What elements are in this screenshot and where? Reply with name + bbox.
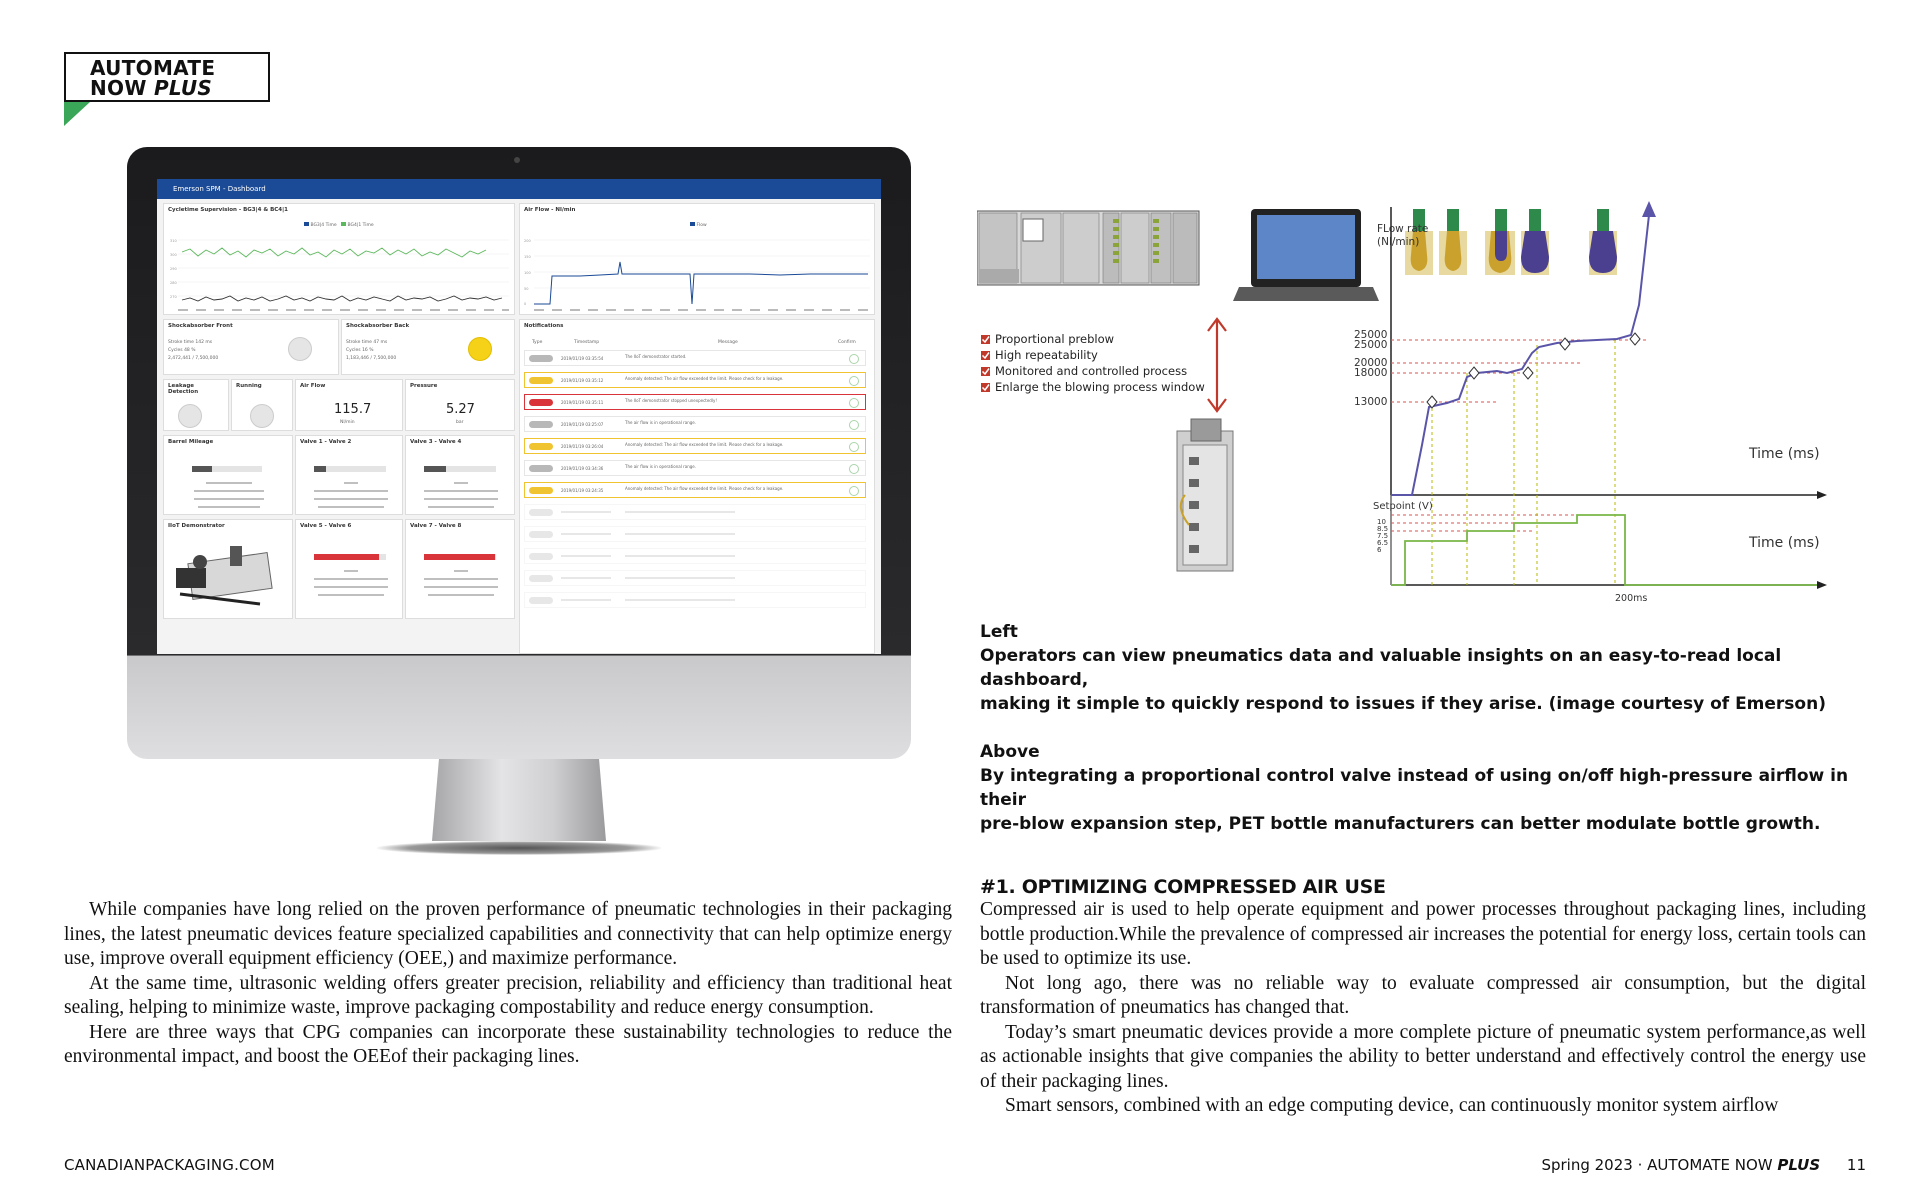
notification-timestamp: 2019/01/19 03:35:54 <box>561 356 604 361</box>
notification-row[interactable] <box>524 482 866 498</box>
notification-row[interactable] <box>524 416 866 432</box>
dashboard-title: Emerson SPM - Dashboard <box>157 179 881 199</box>
monitor-body <box>127 147 911 759</box>
shock-back-line: Cycles 16 % <box>346 348 374 353</box>
right-article-column <box>980 876 1866 1119</box>
camera-icon <box>514 157 520 163</box>
footer-site-url: CANADIANPACKAGING.COM <box>64 1156 275 1174</box>
preblow-diagram <box>977 195 1832 605</box>
running-panel <box>231 379 293 431</box>
caption-left-heading: Left <box>980 622 1018 642</box>
caption-left-line: making it simple to quickly respond to issues if they arise. (image courtesy of Emerson) <box>980 694 1826 714</box>
notification-row[interactable] <box>524 350 866 366</box>
body-paragraph: At the same time, ultrasonic welding offers greater precision, reliability and efficiency than traditional heat sealing, helping to minimize waste, improve packaging compostability and reduce energy consumption. <box>64 972 952 1018</box>
machine-image <box>170 538 290 614</box>
body-paragraph: Not long ago, there was no reliable way to evaluate compressed air consumption, but the digital transformation of pneumatics has changed that. <box>980 972 1866 1018</box>
checklist-item: Proportional preblow <box>995 332 1115 346</box>
notification-message: The air flow is in operational range. <box>625 464 697 469</box>
monitor-image <box>127 147 911 861</box>
cycletime-panel <box>163 203 515 315</box>
valve-1-2-progress <box>314 466 386 472</box>
valve-1-2-title: Valve 1 - Valve 2 <box>300 439 352 445</box>
checklist-item: High repeatability <box>995 348 1098 362</box>
notification-timestamp: 2019/01/19 03:35:12 <box>561 378 604 383</box>
valve-7-8-progress <box>424 554 496 560</box>
notification-timestamp: 2019/01/19 03:34:36 <box>561 466 604 471</box>
placeholder-line <box>561 577 611 579</box>
running-title: Running <box>236 383 262 389</box>
airflow-value: 115.7 <box>334 402 372 417</box>
airflow-unit: Nl/min <box>340 420 355 425</box>
setpoint-tick: 8.5 <box>1377 525 1389 533</box>
notification-row-faded <box>524 504 866 520</box>
shockabsorber-back-title: Shockabsorber Back <box>346 323 410 329</box>
notification-row[interactable] <box>524 438 866 454</box>
svg-text:50: 50 <box>524 287 529 291</box>
pressure-unit: bar <box>456 420 464 425</box>
setpoint-label: Setpoint (V) <box>1373 501 1433 512</box>
notification-type-badge <box>529 377 553 384</box>
col-message: Message <box>718 340 738 345</box>
barrel-mileage-panel <box>163 435 293 515</box>
shock-back-line: 1,183,446 / 7,500,000 <box>346 356 397 361</box>
body-paragraph: Today’s smart pneumatic devices provide a more complete picture of pneumatic system performance,as well as actionable insights that give companies the ability to better understand and effectively control the energy use of their packaging lines. <box>980 1021 1866 1092</box>
notification-type-badge <box>529 487 553 494</box>
left-article-column <box>64 898 952 1070</box>
placeholder-line <box>561 511 611 513</box>
confirm-check-icon[interactable] <box>849 420 859 430</box>
svg-text:0: 0 <box>524 302 527 306</box>
shock-front-line: 2,472,441 / 7,500,000 <box>168 356 219 361</box>
feature-checklist <box>981 332 1205 394</box>
x-tick: 200ms <box>1615 593 1648 604</box>
notification-type-badge <box>529 575 553 582</box>
confirm-check-icon[interactable] <box>849 442 859 452</box>
notification-message: The IIoT demonstrator started. <box>625 354 687 359</box>
notification-type-badge <box>529 597 553 604</box>
valve-5-6-progress <box>314 554 386 560</box>
svg-text:200: 200 <box>524 239 531 243</box>
col-type: Type <box>532 340 543 345</box>
cycletime-chart <box>164 204 516 316</box>
time-axis-label: Time (ms) <box>1749 446 1820 462</box>
magazine-logo <box>64 52 270 102</box>
valve-1-2-panel <box>295 435 403 515</box>
airflow-panel <box>519 203 875 315</box>
placeholder-line <box>561 599 611 601</box>
col-timestamp: Timestamp <box>574 340 600 345</box>
notification-row-faded <box>524 526 866 542</box>
confirm-check-icon[interactable] <box>849 486 859 496</box>
logo-line-2: NOW PLUS <box>90 76 213 100</box>
setpoint-tick: 10 <box>1377 518 1386 526</box>
setpoint-tick: 7.5 <box>1377 532 1389 540</box>
checklist-item: Monitored and controlled process <box>995 364 1188 378</box>
pressure-value: 5.27 <box>446 402 475 417</box>
placeholder-line <box>625 577 735 579</box>
caption-above-line: By integrating a proportional control valve instead of using on/off high-pressure airflow in their <box>980 766 1849 810</box>
flow-rate-label: FLow rate <box>1377 223 1429 235</box>
checklist-item: Enlarge the blowing process window <box>995 380 1205 394</box>
plc-cabinet-image <box>977 211 1199 285</box>
page-number: 11 <box>1846 1156 1866 1174</box>
notification-type-badge <box>529 531 553 538</box>
valve-3-4-panel <box>405 435 515 515</box>
leakage-title: Leakage Detection <box>168 383 199 395</box>
time-axis-label: Time (ms) <box>1749 535 1820 551</box>
y-tick: 20000 <box>1354 357 1388 369</box>
y-tick: 25000 <box>1354 329 1388 341</box>
notification-type-badge <box>529 355 553 362</box>
shock-front-line: Stroke time 142 ms <box>168 340 213 345</box>
notification-row-faded <box>524 548 866 564</box>
caption-left-line: Operators can view pneumatics data and valuable insights on an easy-to-read local dashboard, <box>980 646 1782 690</box>
valve-7-8-title: Valve 7 - Valve 8 <box>410 523 462 529</box>
notification-row[interactable] <box>524 372 866 388</box>
placeholder-line <box>625 533 735 535</box>
barrel-title: Barrel Mileage <box>168 439 214 445</box>
airflow-chart <box>520 204 876 316</box>
status-indicator <box>288 337 312 361</box>
notification-timestamp: 2019/01/19 03:26:04 <box>561 444 604 449</box>
notification-message: Anomaly detected: The air flow exceeded the limit. Please check for a leakage. <box>625 376 784 381</box>
bottle-preforms-image <box>1405 209 1617 275</box>
placeholder-line <box>561 533 611 535</box>
svg-text:150: 150 <box>524 255 531 259</box>
leakage-panel <box>163 379 229 431</box>
notification-message: The air flow is in operational range. <box>625 420 697 425</box>
setpoint-tick: 6 <box>1377 546 1382 554</box>
notification-type-badge <box>529 465 553 472</box>
shockabsorber-back-panel <box>341 319 515 375</box>
logo-corner-triangle <box>64 102 90 126</box>
monitor-stand <box>432 759 606 841</box>
notification-message: Anomaly detected: The air flow exceeded the limit. Please check for a leakage. <box>625 486 784 491</box>
cycletime-legend: BG3|4 Time BG4|1 Time <box>304 222 374 228</box>
iiot-demonstrator-panel <box>163 519 293 619</box>
pressure-title: Pressure <box>410 383 438 389</box>
dashboard-screen <box>157 179 881 654</box>
confirm-check-icon[interactable] <box>849 354 859 364</box>
notification-row-faded <box>524 570 866 586</box>
confirm-check-icon[interactable] <box>849 376 859 386</box>
y-tick: 13000 <box>1354 396 1388 408</box>
notification-timestamp: 2019/01/19 03:25:07 <box>561 422 604 427</box>
svg-text:270: 270 <box>170 295 177 299</box>
svg-text:290: 290 <box>170 267 177 271</box>
svg-text:300: 300 <box>170 253 177 257</box>
svg-text:310: 310 <box>170 239 177 243</box>
notification-row-faded <box>524 592 866 608</box>
pressure-panel <box>405 379 515 431</box>
placeholder-line <box>625 511 735 513</box>
running-indicator <box>250 404 274 428</box>
notification-type-badge <box>529 443 553 450</box>
logo-line-1: AUTOMATE <box>90 56 216 80</box>
notification-type-badge <box>529 421 553 428</box>
notification-timestamp: 2019/01/19 03:24:35 <box>561 488 604 493</box>
valve-5-6-panel <box>295 519 403 619</box>
cycletime-title: Cycletime Supervision - BG3|4 & BC4|1 <box>168 207 288 213</box>
section-heading: #1. OPTIMIZING COMPRESSED AIR USE <box>980 876 1386 898</box>
airflow-legend: Flow <box>690 222 707 228</box>
iiot-title: IIoT Demonstrator <box>168 523 225 529</box>
monitor-foot <box>377 841 661 855</box>
placeholder-line <box>625 555 735 557</box>
placeholder-line <box>561 555 611 557</box>
footer-issue-info <box>1541 1156 1866 1174</box>
notification-row[interactable] <box>524 460 866 476</box>
body-paragraph: Compressed air is used to help operate equipment and power processes throughout packaging lines, including bottle production.While the prevalence of compressed air increases the potential for energy loss, certain tools can be used to optimize its use. <box>980 899 1866 969</box>
airflow-chart-title: Air Flow - Nl/min <box>524 207 576 213</box>
airflow-title: Air Flow <box>300 383 326 389</box>
svg-text:280: 280 <box>170 281 177 285</box>
shockabsorber-front-title: Shockabsorber Front <box>168 323 233 329</box>
barrel-progress <box>192 466 262 472</box>
y-tick: 25000 <box>1354 339 1388 351</box>
shock-front-line: Cycles 48 % <box>168 348 196 353</box>
notification-message: The IIoT demonstrator stopped unexpectedly! <box>625 398 717 403</box>
notifications-title: Notifications <box>524 323 564 329</box>
double-arrow-icon <box>1208 319 1226 411</box>
col-confirm: Confirm <box>838 340 856 345</box>
valve-5-6-title: Valve 5 - Valve 6 <box>300 523 352 529</box>
flow-rate-unit: (Nl/min) <box>1377 236 1420 248</box>
setpoint-tick: 6.5 <box>1377 539 1389 547</box>
status-indicator <box>468 337 492 361</box>
valve-3-4-title: Valve 3 - Valve 4 <box>410 439 462 445</box>
body-paragraph: Here are three ways that CPG companies can incorporate these sustainability technologies to reduce the environmental impact, and boost the OEEof their packaging lines. <box>64 1021 952 1067</box>
notification-type-badge <box>529 399 553 406</box>
leakage-indicator <box>178 404 202 428</box>
shockabsorber-front-panel <box>163 319 339 375</box>
footer-plus: PLUS <box>1777 1156 1821 1174</box>
footer-issue-text: Spring 2023 · AUTOMATE NOW <box>1541 1156 1778 1174</box>
body-paragraph: While companies have long relied on the proven performance of pneumatic technologies in their packaging lines, the latest pneumatic devices feature specialized capabilities and connectivity that can help optimize energy use, improve overall equipment efficiency (OEE,) and maximize performance. <box>64 899 952 969</box>
notification-type-badge <box>529 553 553 560</box>
svg-text:100: 100 <box>524 271 531 275</box>
confirm-check-icon[interactable] <box>849 398 859 408</box>
notification-timestamp: 2019/01/19 03:35:11 <box>561 400 604 405</box>
notification-row[interactable] <box>524 394 866 410</box>
proportional-valve-image <box>1177 419 1233 571</box>
confirm-check-icon[interactable] <box>849 464 859 474</box>
shock-back-line: Stroke time 47 ms <box>346 340 388 345</box>
caption-above-heading: Above <box>980 742 1040 762</box>
valve-7-8-panel <box>405 519 515 619</box>
notifications-panel <box>519 319 875 654</box>
airflow-value-panel <box>295 379 403 431</box>
notification-type-badge <box>529 509 553 516</box>
laptop-image <box>1233 209 1379 301</box>
body-paragraph: Smart sensors, combined with an edge computing device, can continuously monitor system airflow <box>1005 1095 1779 1116</box>
placeholder-line <box>625 599 735 601</box>
caption-above-line: pre-blow expansion step, PET bottle manufacturers can better modulate bottle growth. <box>980 814 1821 834</box>
y-tick: 18000 <box>1354 367 1388 379</box>
notification-message: Anomaly detected: The air flow exceeded the limit. Please check for a leakage. <box>625 442 784 447</box>
figure-captions <box>980 620 1860 836</box>
valve-3-4-progress <box>424 466 496 472</box>
